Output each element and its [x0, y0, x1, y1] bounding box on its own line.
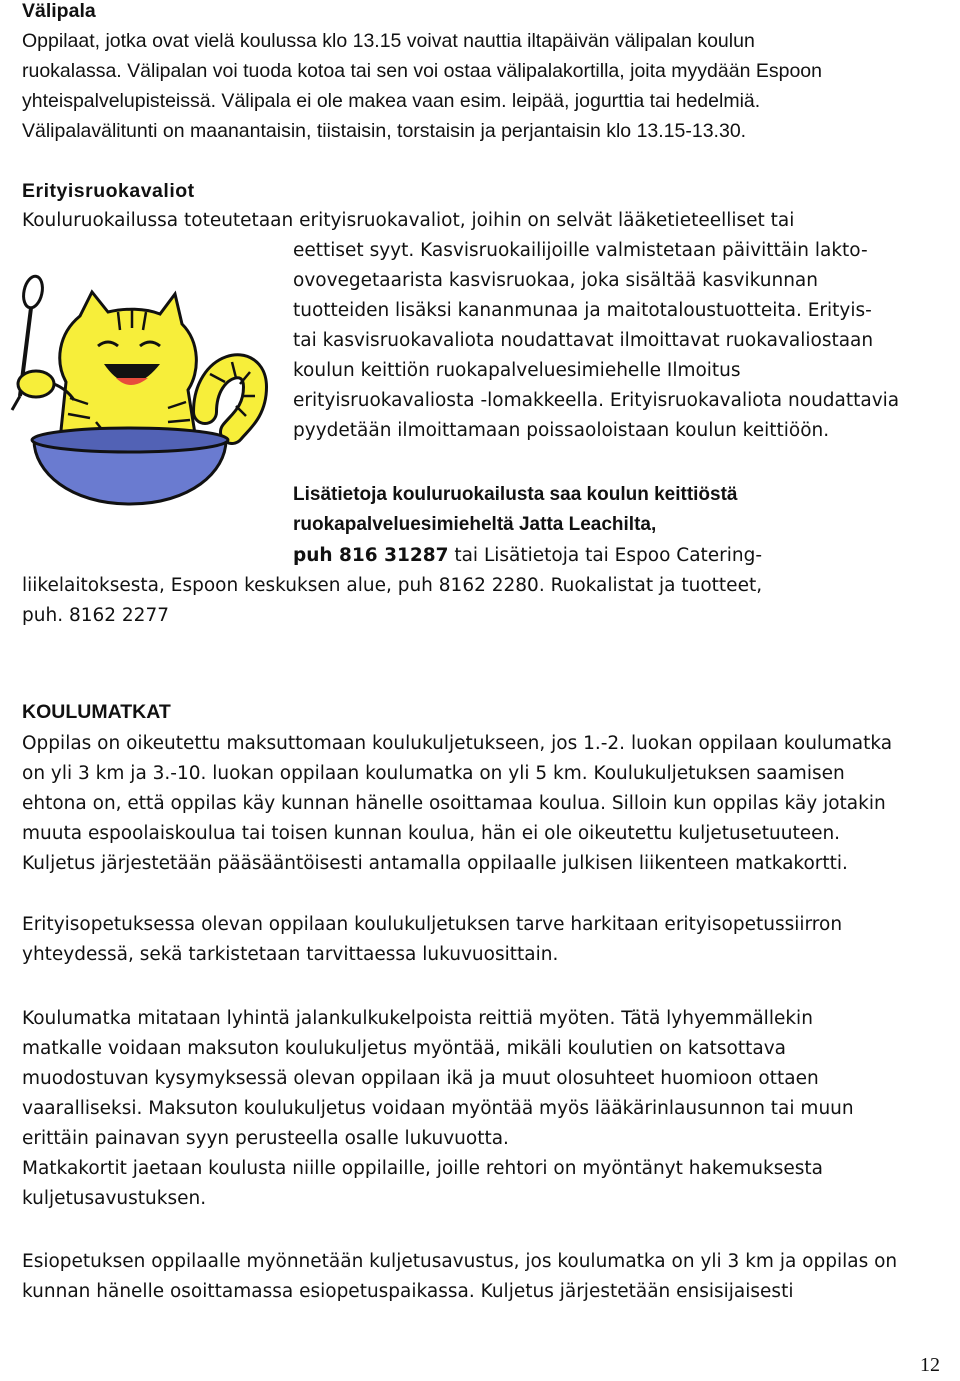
cat-in-bowl-with-spoon-icon — [0, 272, 292, 508]
contact-phone: puh 816 31287 — [293, 545, 449, 566]
koulumatkat-p3-line-7: kuljetusavustuksen. — [22, 1188, 207, 1209]
erityisruokavaliot-line-7: erityisruokavaliosta -lomakkeella. Erityisruokavaliota noudattavia — [293, 390, 900, 411]
koulumatkat-p3-line-5: erittäin painavan syyn perusteella osalle lukuvuotta. — [22, 1128, 509, 1149]
erityisruokavaliot-line-3: ovovegetaarista kasvisruokaa, joka sisältää kasvikunnan — [293, 270, 818, 291]
erityisruokavaliot-line-4: tuotteiden lisäksi kananmunaa ja maitotaloustuotteita. Erityis- — [293, 300, 872, 321]
valipala-line-1: Oppilaat, jotka ovat vielä koulussa klo 13.15 voivat nauttia iltapäivän välipalan koulun — [22, 30, 755, 52]
koulumatkat-heading: KOULUMATKAT — [22, 701, 171, 723]
koulumatkat-p3-line-1: Koulumatka mitataan lyhintä jalankulkukelpoista reittiä myöten. Tätä lyhyemmällekin — [22, 1008, 813, 1029]
koulumatkat-p1-line-1: Oppilas on oikeutettu maksuttomaan koulukuljetukseen, jos 1.-2. luokan oppilaan koulumatka — [22, 733, 893, 754]
contact-line-3-rest: tai Lisätietoja tai Espoo Catering- — [448, 545, 763, 566]
koulumatkat-p3-line-3: muodostuvan kysymyksessä olevan oppilaan ikä ja muut olosuhteet huomioon ottaen — [22, 1068, 819, 1089]
erityisruokavaliot-line-8: pyydetään ilmoittamaan poissaoloistaan koulun keittiöön. — [293, 420, 830, 441]
erityisruokavaliot-line-6: koulun keittiön ruokapalveluesimiehelle Ilmoitus — [293, 360, 741, 381]
contact-line-4: liikelaitoksesta, Espoon keskuksen alue, puh 8162 2280. Ruokalistat ja tuotteet, — [22, 575, 763, 596]
koulumatkat-p1-line-4: muuta espoolaiskoulua tai toisen kunnan koulua, hän ei ole oikeutettu kuljetusetuuteen. — [22, 823, 841, 844]
koulumatkat-p1-line-3: ehtona on, että oppilas käy kunnan hänelle osoittamaa koulua. Silloin kun oppilas käy jotakin — [22, 793, 886, 814]
koulumatkat-p3-line-2: matkalle voidaan maksuton koulukuljetus myöntää, mikäli koulutien on katsottava — [22, 1038, 786, 1059]
koulumatkat-p2-line-2: yhteydessä, sekä tarkistetaan tarvittaessa lukuvuosittain. — [22, 944, 559, 965]
erityisruokavaliot-line-5: tai kasvisruokavaliota noudattavat ilmoittavat ruokavaliostaan — [293, 330, 874, 351]
contact-line-3 — [293, 541, 762, 571]
contact-line-5: puh. 8162 2277 — [22, 605, 169, 626]
koulumatkat-p4-line-1: Esiopetuksen oppilaalle myönnetään kuljetusavustus, jos koulumatka on yli 3 km ja oppilas on — [22, 1251, 898, 1272]
koulumatkat-p3-line-6: Matkakortit jaetaan koulusta niille oppilaille, joille rehtori on myöntänyt hakemuksesta — [22, 1158, 823, 1179]
koulumatkat-p4-line-2: kunnan hänelle osoittamassa esiopetuspaikassa. Kuljetus järjestetään ensisijaisesti — [22, 1281, 794, 1302]
contact-line-2: ruokapalveluesimieheltä Jatta Leachilta, — [293, 514, 657, 535]
valipala-line-2: ruokalassa. Välipalan voi tuoda kotoa tai sen voi ostaa välipalakortilla, joita myydään Espoon — [22, 60, 822, 82]
koulumatkat-p1-line-2: on yli 3 km ja 3.-10. luokan oppilaan koulumatka on yli 5 km. Koulukuljetuksen saamisen — [22, 763, 845, 784]
page-number: 12 — [920, 1354, 940, 1376]
contact-line-1: Lisätietoja kouluruokailusta saa koulun keittiöstä — [293, 484, 738, 505]
erityisruokavaliot-line-1: Kouluruokailussa toteutetaan erityisruokavaliot, joihin on selvät lääketieteelliset tai — [22, 210, 795, 231]
valipala-line-3: yhteispalvelupisteissä. Välipala ei ole makea vaan esim. leipää, jogurttia tai hedelmiä. — [22, 90, 761, 112]
koulumatkat-p1-line-5: Kuljetus järjestetään pääsääntöisesti antamalla oppilaalle julkisen liikenteen matkakortti. — [22, 853, 848, 874]
valipala-heading: Välipala — [22, 0, 96, 22]
erityisruokavaliot-line-2: eettiset syyt. Kasvisruokailijoille valmistetaan päivittäin lakto- — [293, 240, 868, 261]
koulumatkat-p3-line-4: vaaralliseksi. Maksuton koulukuljetus voidaan myöntää myös lääkärinlausunnon tai muun — [22, 1098, 854, 1119]
erityisruokavaliot-heading: Erityisruokavaliot — [22, 180, 195, 202]
valipala-line-4: Välipalavälitunti on maanantaisin, tiistaisin, torstaisin ja perjantaisin klo 13.15-13.30. — [22, 120, 747, 142]
koulumatkat-p2-line-1: Erityisopetuksessa olevan oppilaan koulukuljetuksen tarve harkitaan erityisopetussiirron — [22, 914, 843, 935]
